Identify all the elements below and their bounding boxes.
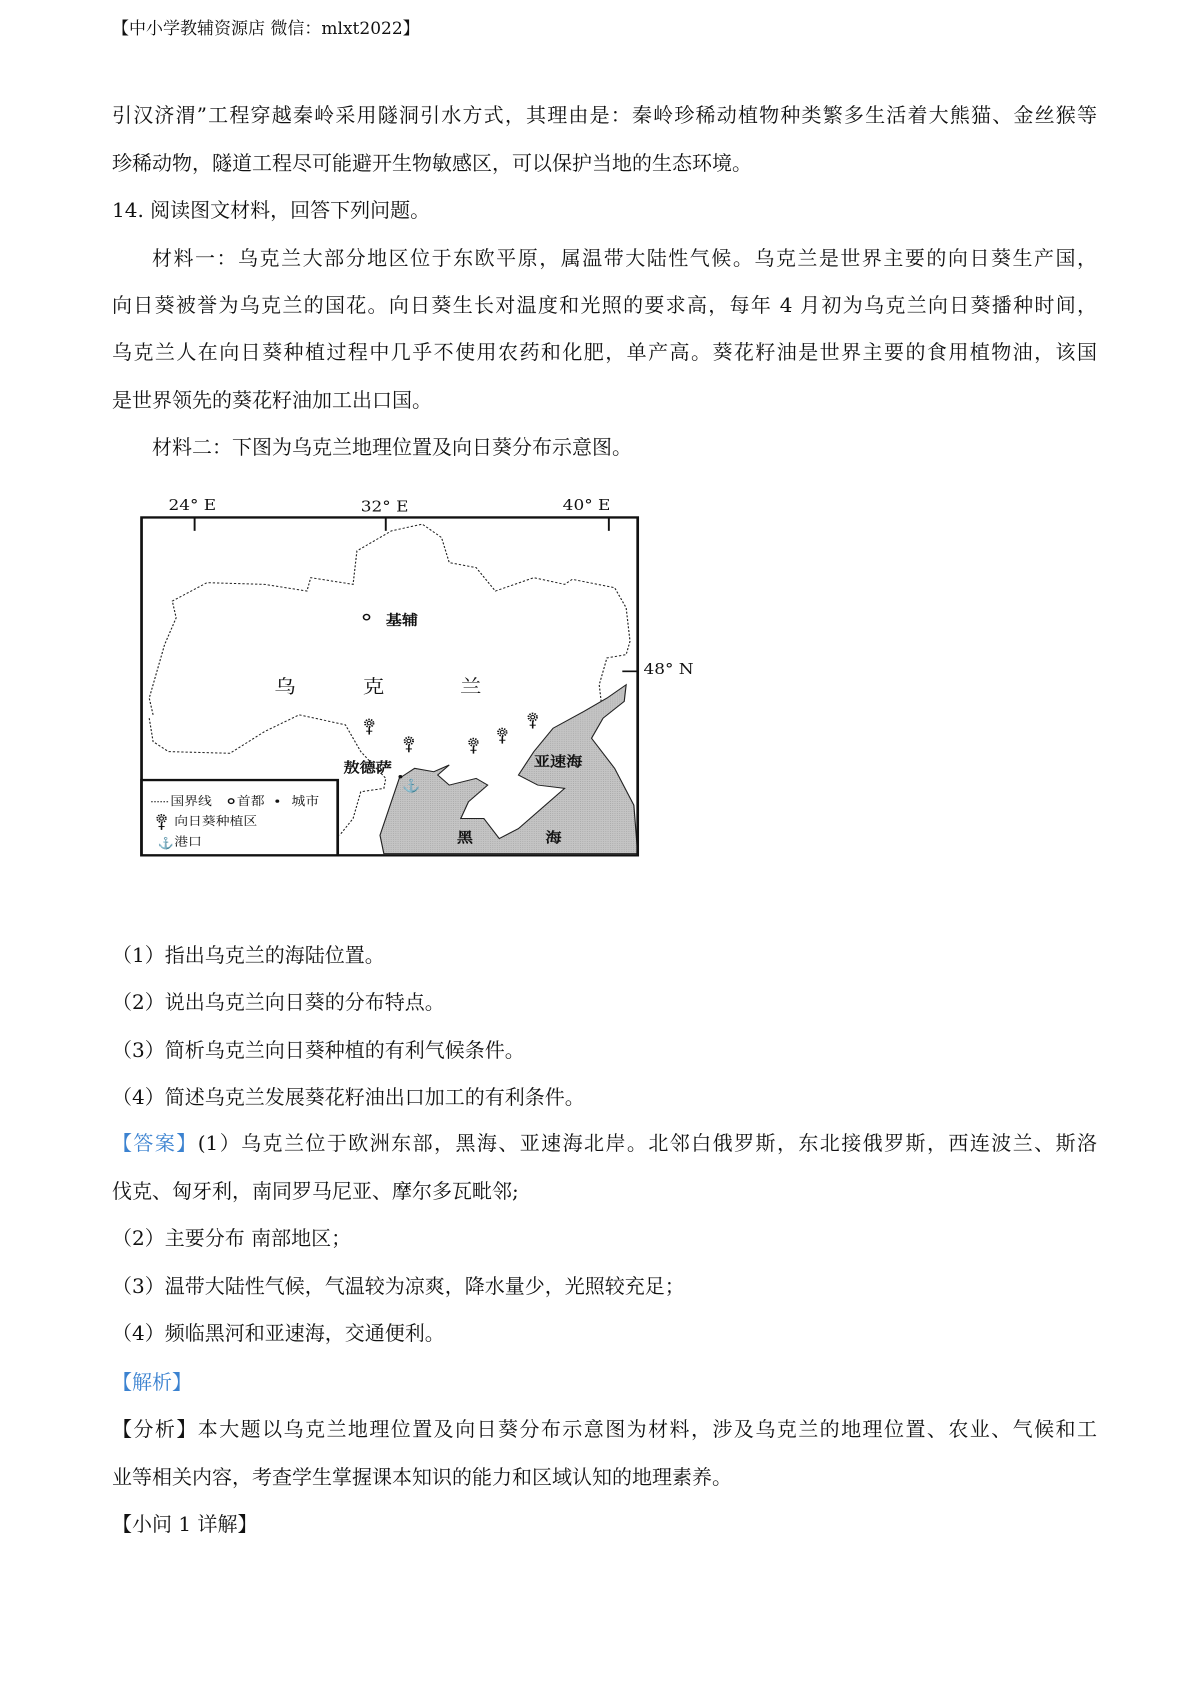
sunflower-icon — [405, 737, 413, 752]
legend-city: 城市 — [291, 794, 320, 809]
sea-area — [380, 685, 638, 854]
ukraine-map — [130, 484, 730, 862]
sub-question-heading: 【小问 1 详解】 — [112, 1512, 258, 1536]
material1-line: 向日葵被誉为乌克兰的国花。向日葵生长对温度和光照的要求高，每年 4 月初为乌克兰向日葵播种时间， — [112, 293, 1097, 317]
answer-line — [112, 1130, 1097, 1156]
anchor-legend-icon: ⚓ — [157, 836, 174, 850]
answer-line: （4）频临黑河和亚速海，交通便利。 — [112, 1321, 445, 1345]
sunflower-icon — [498, 729, 506, 744]
black-sea-char: 黑 — [456, 829, 474, 847]
material2-line: 材料二：下图为乌克兰地理位置及向日葵分布示意图。 — [152, 435, 632, 459]
answer-text: (1）乌克兰位于欧洲东部，黑海、亚速海北岸。北邻白俄罗斯，东北接俄罗斯，西连波兰、斯洛 — [197, 1131, 1097, 1155]
material1-line: 材料一：乌克兰大部分地区位于东欧平原，属温带大陆性气候。乌克兰是世界主要的向日葵生产国， — [152, 246, 1097, 270]
answer-line: 伐克、匈牙利，南同罗马尼亚、摩尔多瓦毗邻; — [112, 1179, 519, 1203]
analysis-line: 业等相关内容，考查学生掌握课本知识的能力和区域认知的地理素养。 — [112, 1465, 732, 1489]
sunflower-icon — [528, 713, 536, 728]
lon-label-24: 24° E — [168, 496, 217, 514]
material1-line: 是世界领先的葵花籽油加工出口国。 — [112, 388, 432, 412]
lon-label-40: 40° E — [562, 496, 611, 514]
black-sea-char: 海 — [545, 829, 562, 847]
question-item: （1）指出乌克兰的海陆位置。 — [112, 943, 385, 967]
sunflower-icon — [469, 739, 477, 754]
analysis-label: 【解析】 — [112, 1370, 192, 1394]
capital-label: 基辅 — [385, 612, 419, 629]
prev-answer-line: 珍稀动物，隧道工程尽可能避开生物敏感区，可以保护当地的生态环境。 — [112, 151, 752, 175]
anchor-icon: ⚓ — [402, 778, 421, 794]
prev-answer-line: 引汉济渭”工程穿越秦岭采用隧洞引水方式，其理由是：秦岭珍稀动植物种类繁多生活着大熊猫、金丝猴等 — [112, 103, 1097, 127]
lat-label-48: 48° N — [643, 660, 694, 678]
question-item: （3）简析乌克兰向日葵种植的有利气候条件。 — [112, 1038, 525, 1062]
country-char: 克 — [362, 675, 385, 698]
sunflower-icon — [365, 719, 373, 734]
map-legend — [142, 780, 338, 855]
question-item: （2）说出乌克兰向日葵的分布特点。 — [112, 990, 445, 1014]
capital-icon — [363, 614, 369, 619]
answer-line: （2）主要分布 南部地区； — [112, 1226, 352, 1250]
city-icon — [398, 775, 402, 778]
analysis-line: 【分析】本大题以乌克兰地理位置及向日葵分布示意图为材料，涉及乌克兰的地理位置、农业、气候和工 — [112, 1417, 1097, 1441]
azov-sea-label: 亚速海 — [533, 753, 583, 771]
country-char: 兰 — [460, 675, 482, 698]
lon-label-32: 32° E — [360, 497, 409, 516]
legend-border: 国界线 — [170, 794, 212, 809]
legend-sunflower: 向日葵种植区 — [174, 814, 258, 829]
city-legend-icon — [275, 799, 279, 802]
country-char: 乌 — [274, 675, 296, 698]
legend-capital: 首都 — [236, 794, 265, 809]
source-header: 【中小学教辅资源店 微信：mlxt2022】 — [112, 19, 420, 39]
material1-line: 乌克兰人在向日葵种植过程中几乎不使用农药和化肥，单产高。葵花籽油是世界主要的食用植物油，该国 — [112, 340, 1097, 364]
city-label: 敖德萨 — [343, 759, 392, 777]
answer-line: （3）温带大陆性气候，气温较为凉爽，降水量少，光照较充足； — [112, 1274, 685, 1298]
answer-label: 【答案】 — [112, 1131, 198, 1155]
question-item: （4）简述乌克兰发展葵花籽油出口加工的有利条件。 — [112, 1085, 585, 1109]
question-title: 14. 阅读图文材料，回答下列问题。 — [112, 198, 431, 222]
legend-port: 港口 — [174, 835, 202, 849]
